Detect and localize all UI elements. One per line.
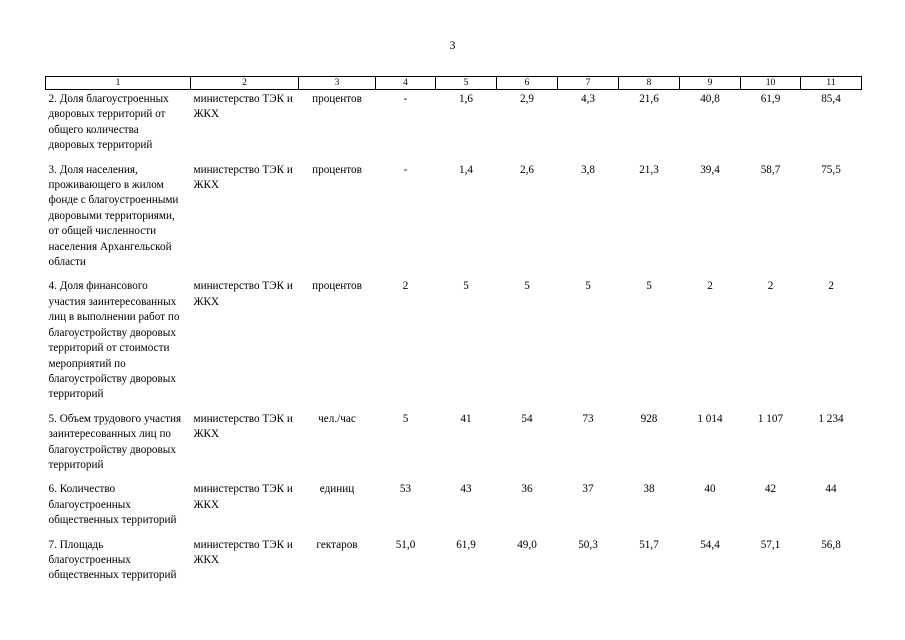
column-number: 11	[801, 77, 862, 90]
value-cell: 73	[582, 412, 594, 425]
column-number: 1	[46, 77, 191, 90]
indicator-name: 2. Доля благоустроенных дворовых территорий от общего количества дворовых территорий	[48, 93, 169, 152]
value-cell: -	[403, 163, 408, 176]
responsible-agency: министерство ТЭК и ЖКХ	[193, 280, 293, 308]
value-cell: 3,8	[581, 163, 595, 176]
unit-of-measure: чел./час	[318, 412, 356, 425]
indicators-table	[45, 76, 862, 591]
unit-of-measure: процентов	[312, 280, 362, 293]
unit-of-measure: процентов	[312, 93, 362, 105]
responsible-agency: министерство ТЭК и ЖКХ	[193, 163, 293, 192]
value-cell: 36	[521, 483, 533, 496]
value-cell: 61,9	[760, 93, 781, 105]
indicator-name: 4. Доля финансового участия заинтересованных лиц в выполнении работ по благоустройству дворовых территорий от стоимости мероприятий по благоустройству дворовых территорий	[48, 280, 180, 401]
value-cell: 2	[767, 280, 774, 293]
responsible-agency: министерство ТЭК и ЖКХ	[193, 93, 293, 121]
value-cell: 2	[402, 280, 409, 293]
indicator-name: 5. Объем трудового участия заинтересованных лиц по благоустройству дворовых территорий	[48, 412, 182, 471]
value-cell: 2,6	[520, 163, 534, 176]
value-cell: 1 107	[757, 412, 784, 425]
value-cell: 38	[643, 483, 655, 496]
value-cell: 5	[524, 280, 530, 293]
value-cell: 1 234	[818, 412, 844, 425]
value-cell: 44	[825, 483, 837, 496]
value-cell: 5	[585, 280, 591, 293]
table-row	[46, 277, 862, 409]
value-cell: 58,7	[760, 163, 781, 176]
value-cell: 42	[764, 483, 777, 496]
indicator-name: 3. Доля населения, проживающего в жилом фонде с благоустроенными дворовыми территориями, от общей численности населения Архангельской области	[48, 163, 179, 269]
value-cell: 50,3	[578, 538, 598, 551]
value-cell: 43	[460, 483, 472, 496]
unit-of-measure: гектаров	[316, 538, 358, 551]
value-cell: 1,6	[459, 93, 473, 105]
value-cell: 21,3	[639, 163, 659, 176]
value-cell: 2	[707, 280, 713, 293]
responsible-agency: министерство ТЭК и ЖКХ	[193, 412, 293, 441]
column-number-row	[46, 77, 862, 90]
value-cell: 54,4	[700, 538, 720, 551]
column-number: 6	[497, 77, 558, 90]
value-cell: 57,1	[760, 538, 781, 551]
column-number: 3	[299, 77, 376, 90]
column-number: 5	[436, 77, 497, 90]
column-number: 4	[376, 77, 436, 90]
value-cell: 75,5	[821, 163, 841, 176]
unit-of-measure: процентов	[312, 163, 362, 176]
value-cell: 51,7	[639, 538, 659, 551]
value-cell: 2	[828, 280, 834, 293]
value-cell: 1 014	[697, 412, 723, 425]
column-number: 10	[741, 77, 801, 90]
table-row	[46, 410, 862, 481]
value-cell: 85,4	[821, 93, 841, 105]
table-row	[46, 161, 862, 278]
responsible-agency: министерство ТЭК и ЖКХ	[193, 483, 293, 511]
value-cell: 40,8	[700, 93, 720, 105]
value-cell: 2,9	[520, 93, 534, 105]
value-cell: 53	[399, 483, 412, 496]
table-row	[46, 536, 862, 591]
value-cell: 56,8	[821, 538, 841, 551]
value-cell: 37	[582, 483, 594, 496]
value-cell: 5	[402, 412, 409, 425]
value-cell: 41	[460, 412, 472, 425]
responsible-agency: министерство ТЭК и ЖКХ	[193, 538, 293, 566]
indicator-name: 6. Количество благоустроенных общественных территорий	[48, 483, 177, 527]
value-cell: 40	[704, 483, 716, 496]
column-number: 7	[558, 77, 619, 90]
value-cell: 51,0	[395, 538, 416, 551]
value-cell: 5	[463, 280, 469, 293]
column-number: 9	[680, 77, 741, 90]
column-number: 8	[619, 77, 680, 90]
page-number: 3	[449, 38, 456, 52]
column-number: 2	[191, 77, 299, 90]
table-row	[46, 480, 862, 535]
value-cell: 54	[521, 412, 533, 425]
value-cell: 5	[646, 280, 652, 293]
indicator-name: 7. Площадь благоустроенных общественных территорий	[48, 538, 177, 582]
unit-of-measure: единиц	[319, 483, 355, 496]
value-cell: -	[403, 93, 408, 105]
value-cell: 4,3	[581, 93, 595, 105]
value-cell: 39,4	[700, 163, 720, 176]
value-cell: 21,6	[639, 93, 659, 105]
value-cell: 49,0	[517, 538, 537, 551]
table-row	[46, 90, 862, 161]
value-cell: 928	[640, 412, 658, 425]
value-cell: 1,4	[459, 163, 473, 176]
value-cell: 61,9	[456, 538, 476, 551]
